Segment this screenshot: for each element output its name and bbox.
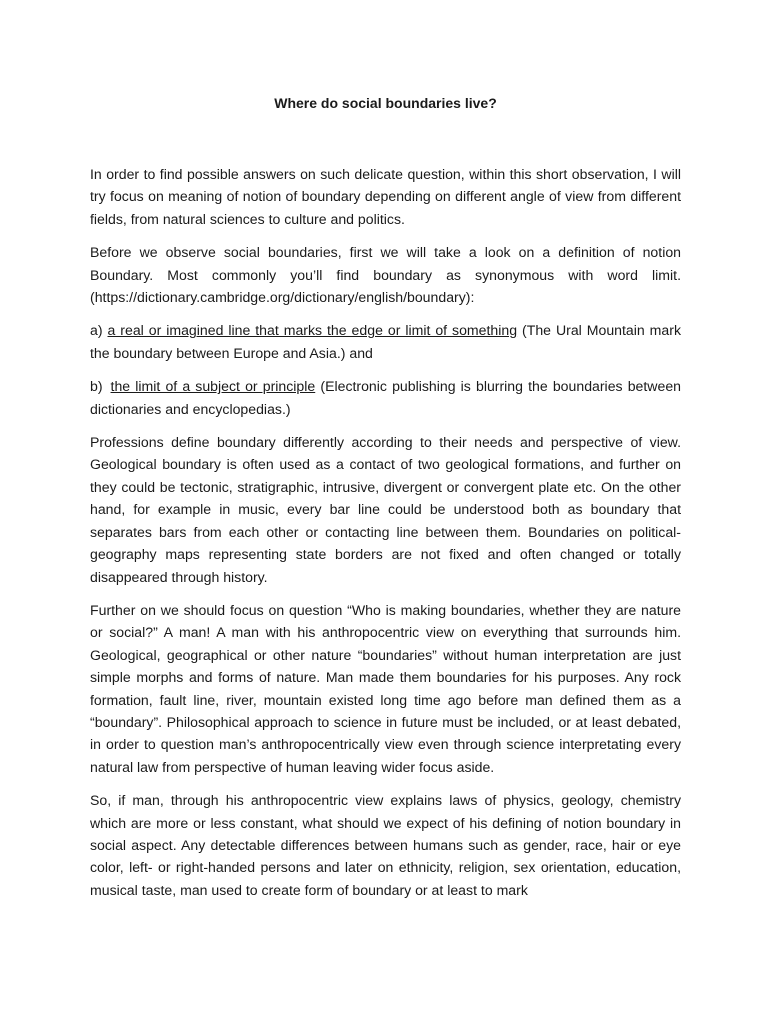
definition-a-example: (The Ural Mountain mark the boundary between Europe and Asia.) and [90,322,681,361]
definition-b-example: (Electronic publishing is blurring the boundaries between dictionaries and encyclopedias.) [90,378,681,417]
paragraph-social-aspect: So, if man, through his anthropocentric view explains laws of physics, geology, chemistry which are more or less constant, what should we expect of his defining of notion boundary in social aspect. Any detectable differences between humans such as gender, race, hair or eye color, left- or right-handed persons and later on ethnicity, religion, sex orientation, education, musical taste, man used to create form of boundary or at least to mark [90,792,681,898]
definition-b-term: the limit of a subject or principle [110,378,316,395]
paragraph-definition-lead: Before we observe social boundaries, first we will take a look on a definition of notion Boundary. Most commonly you’ll find boundary as synonymous with word limit. (https://dictionary.cambridge.org/dictionary/english/boundary): [90,244,681,306]
page-title: Where do social boundaries live? [274,95,497,111]
paragraph-who-makes-boundaries: Further on we should focus on question “Who is making boundaries, whether they are nature or social?” A man! A man with his anthropocentric view on everything that surrounds him. Geological, geographical or other nature “boundaries” without human interpretation are just simple morphs and forms of nature. Man made them boundaries for his purposes. Any rock formation, fault line, river, mountain existed long time ago before man defined them as a “boundary”. Philosophical approach to science in future must be included, or at least debated, in order to question man’s anthropocentrically view even through science interpretating every natural law from perspective of human leaving wider focus aside. [90,601,681,775]
paragraph-professions: Professions define boundary differently according to their needs and perspective of view. Geological boundary is often used as a contact of two geological formations, and further on they could be tectonic, stratigraphic, intrusive, divergent or convergent plate etc. On the other hand, for example in music, every bar line could be understood both as boundary that separates bars from each other or contacting line between them. Boundaries on political-geography maps representing state borders are not fixed and often changed or totally disappeared through history. [90,434,681,585]
definition-a-marker: a) [90,322,103,339]
definition-b-marker: b) [90,378,103,395]
definition-b [90,375,681,420]
definition-a-term: a real or imagined line that marks the edge or limit of something [107,322,518,339]
paragraph-intro: In order to find possible answers on such delicate question, within this short observation, I will try focus on meaning of notion of boundary depending on different angle of view from different fields, from natural sciences to culture and politics. [90,166,681,227]
definition-a [90,319,681,364]
